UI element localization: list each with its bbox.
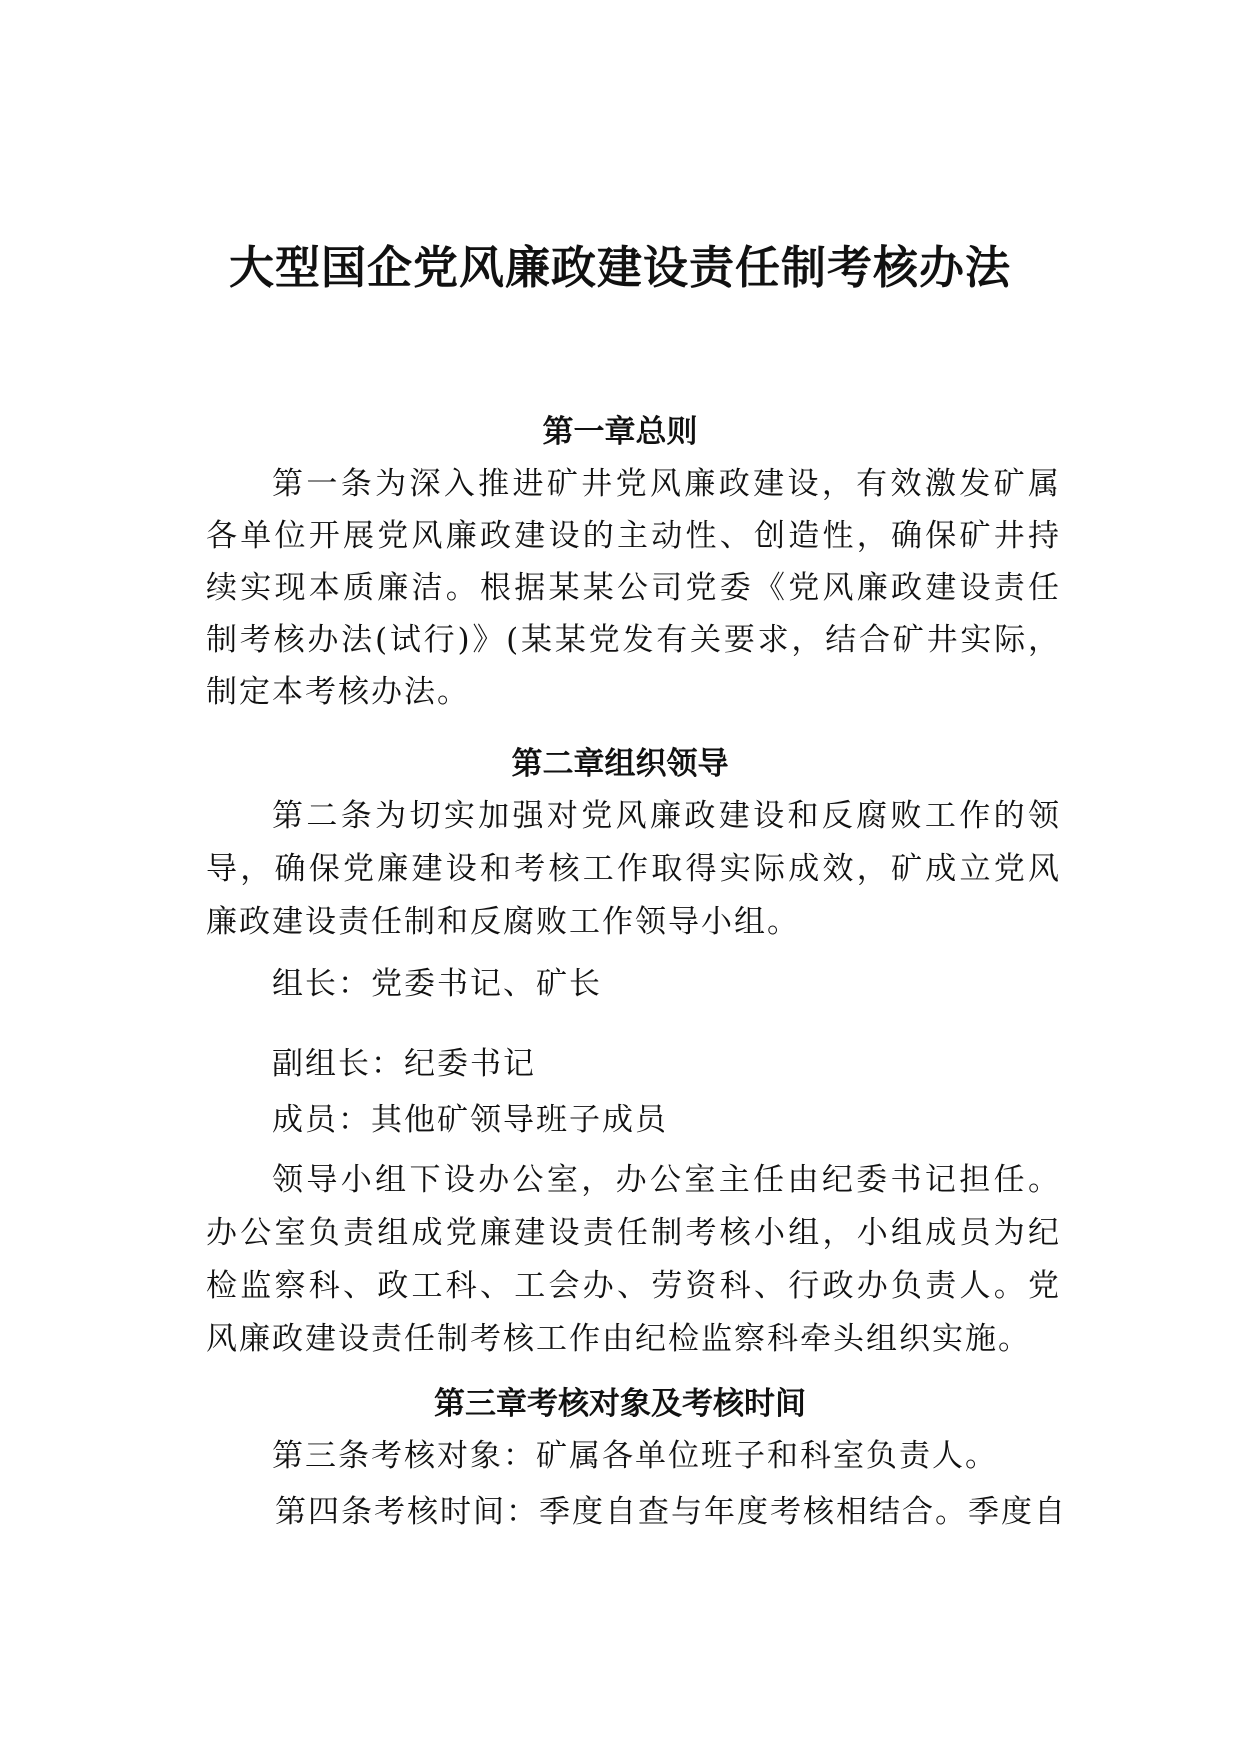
article-1-paragraph: 第一条为深入推进矿井党风廉政建设，有效激发矿属各单位开展党风廉政建设的主动性、创造性，确保矿井持续实现本质廉洁。根据某某公司党委《党风廉政建设责任制考核办法(试行)》(某某党发有关要求，结合矿井实际，制定本考核办法。 [206, 466, 1061, 710]
leader-line: 组长：党委书记、矿长 [272, 966, 602, 1002]
chapter-2-heading: 第二章组织领导 [511, 746, 729, 782]
article-4-line: 第四条考核时间：季度自查与年度考核相结合。季度自 [275, 1494, 1067, 1530]
article-3-line: 第三条考核对象：矿属各单位班子和科室负责人。 [272, 1438, 998, 1474]
office-paragraph: 领导小组下设办公室，办公室主任由纪委书记担任。办公室负责组成党廉建设责任制考核小组，小组成员为纪检监察科、政工科、工会办、劳资科、行政办负责人。党风廉政建设责任制考核工作由纪检监察科牵头组织实施。 [206, 1162, 1061, 1357]
document-title: 大型国企党风廉政建设责任制考核办法 [228, 241, 1011, 294]
chapter-1-heading: 第一章总则 [542, 414, 698, 450]
chapter-3-heading: 第三章考核对象及考核时间 [434, 1386, 806, 1422]
article-2-paragraph: 第二条为切实加强对党风廉政建设和反腐败工作的领导，确保党廉建设和考核工作取得实际成效，矿成立党风廉政建设责任制和反腐败工作领导小组。 [206, 798, 1061, 940]
members-line: 成员：其他矿领导班子成员 [272, 1102, 668, 1138]
deputy-leader-line: 副组长：纪委书记 [272, 1046, 536, 1082]
